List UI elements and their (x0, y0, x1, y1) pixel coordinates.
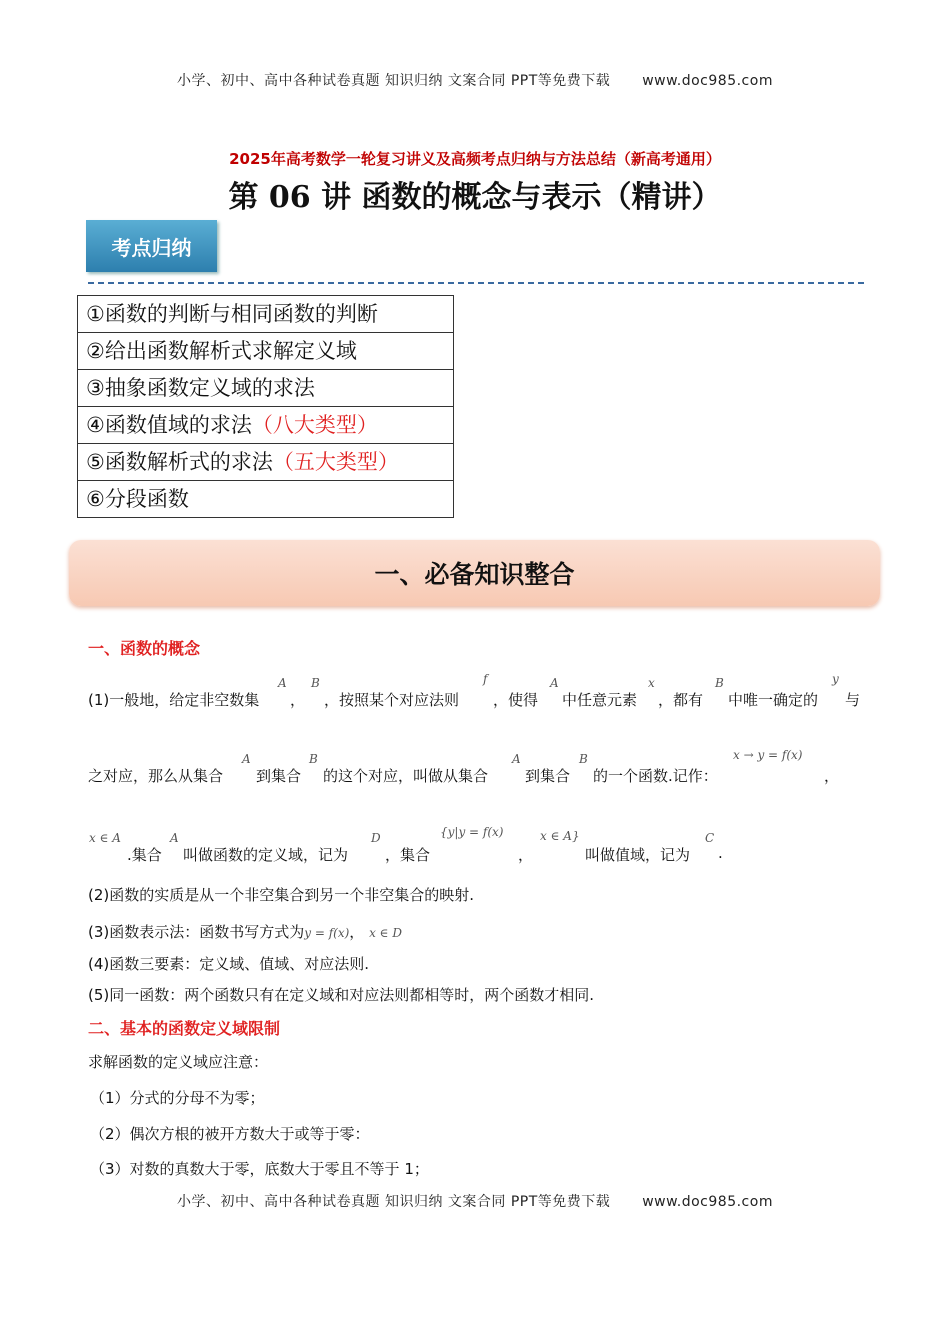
math-B: B (715, 676, 724, 690)
topic-cell: ④函数值域的求法（八大类型） (78, 407, 454, 444)
header-site-link[interactable]: www.doc985.com (642, 73, 773, 89)
math-mapping: x → y = f(x) (733, 748, 803, 762)
para-text: 与 (845, 691, 861, 709)
topic-cell: ②给出函数解析式求解定义域 (78, 333, 454, 370)
math-B: B (309, 752, 318, 766)
math-x: x (648, 676, 655, 690)
page-footer (0, 1191, 950, 1211)
para-text: 叫做值域，记为 (585, 846, 691, 864)
math-A: A (550, 676, 559, 690)
list-item: （2）偶次方根的被开方数大于或等于零： (90, 1125, 370, 1143)
para-line: (2)函数的实质是从一个非空集合到另一个非空集合的映射. (88, 886, 475, 904)
footer-site-link[interactable]: www.doc985.com (642, 1194, 773, 1210)
para-line: 求解函数的定义域应注意： (88, 1053, 269, 1071)
topic-row (78, 444, 454, 481)
topic-cell: ③抽象函数定义域的求法 (78, 370, 454, 407)
topics-table (77, 295, 454, 518)
comma: ， (518, 846, 534, 864)
topic-row (78, 370, 454, 407)
topic-row (78, 481, 454, 518)
math-A: A (170, 831, 179, 845)
math-A: A (512, 752, 521, 766)
section-heading-domain-restrictions: 二、基本的函数定义域限制 (88, 1019, 281, 1038)
para-text: 中任意元素 (562, 691, 638, 709)
para-text: 中唯一确定的 (728, 691, 819, 709)
section-banner: 一、必备知识整合 (69, 540, 880, 606)
para-text: 叫做函数的定义域，记为 (183, 846, 349, 864)
comma: ， (290, 691, 306, 709)
math-y: y (832, 672, 839, 686)
dashed-divider (88, 282, 864, 284)
document-subtitle: 2025年高考数学一轮复习讲义及高频考点归纳与方法总结（新高考通用） (229, 150, 721, 168)
comma: ， (824, 767, 840, 785)
para-text: (1)一般地，给定非空数集 (88, 691, 260, 709)
topic-cell: ⑤函数解析式的求法（五大类型） (78, 444, 454, 481)
para-text: 到集合 (525, 767, 571, 785)
list-item: （1）分式的分母不为零； (90, 1089, 265, 1107)
topic-row (78, 407, 454, 444)
para-line: (5)同一函数：两个函数只有在定义域和对应法则都相等时，两个函数才相同. (88, 986, 595, 1004)
math-x-in-D: x ∈ D (369, 926, 402, 940)
para-text: ，按照某个对应法则 (324, 691, 460, 709)
para-line: (3)函数表示法：函数书写方式为y = f(x)， x ∈ D (88, 923, 402, 941)
para-text: 到集合 (256, 767, 302, 785)
topic-row (78, 333, 454, 370)
math-x-in-A: x ∈ A (89, 831, 121, 845)
topic-cell: ⑥分段函数 (78, 481, 454, 518)
math-B: B (579, 752, 588, 766)
topic-note: （八大类型） (251, 413, 378, 437)
list-item: （3）对数的真数大于零，底数大于零且不等于 1； (90, 1160, 429, 1178)
para-text: .集合 (127, 846, 162, 864)
math-set-close: x ∈ A} (540, 829, 580, 843)
math-B: B (311, 676, 320, 690)
section-heading-function-concept: 一、函数的概念 (88, 639, 201, 658)
key-points-badge: 考点归纳 (86, 220, 217, 272)
page-header (0, 70, 950, 90)
para-line: (4)函数三要素：定义域、值域、对应法则. (88, 955, 370, 973)
document-title: 第 06 讲 函数的概念与表示（精讲） (228, 180, 722, 215)
topic-row (78, 296, 454, 333)
math-y-fx: y = f(x) (304, 926, 350, 940)
math-set-open: {y|y = f(x) (440, 825, 504, 839)
footer-text: 小学、初中、高中各种试卷真题 知识归纳 文案合同 PPT等免费下载 (177, 1194, 611, 1210)
math-A: A (278, 676, 287, 690)
math-D: D (371, 831, 381, 845)
para-text: 的一个函数.记作： (593, 767, 718, 785)
para-text: ，集合 (385, 846, 431, 864)
period: . (718, 844, 723, 862)
header-text: 小学、初中、高中各种试卷真题 知识归纳 文案合同 PPT等免费下载 (177, 73, 611, 89)
topic-note: （五大类型） (272, 450, 399, 474)
para-text: ，都有 (658, 691, 704, 709)
para-text: ，使得 (493, 691, 539, 709)
para-text: 的这个对应，叫做从集合 (323, 767, 489, 785)
math-f: f (483, 672, 488, 686)
math-C: C (705, 831, 715, 845)
topic-cell: ①函数的判断与相同函数的判断 (78, 296, 454, 333)
para-text: 之对应，那么从集合 (88, 767, 224, 785)
math-A: A (242, 752, 251, 766)
